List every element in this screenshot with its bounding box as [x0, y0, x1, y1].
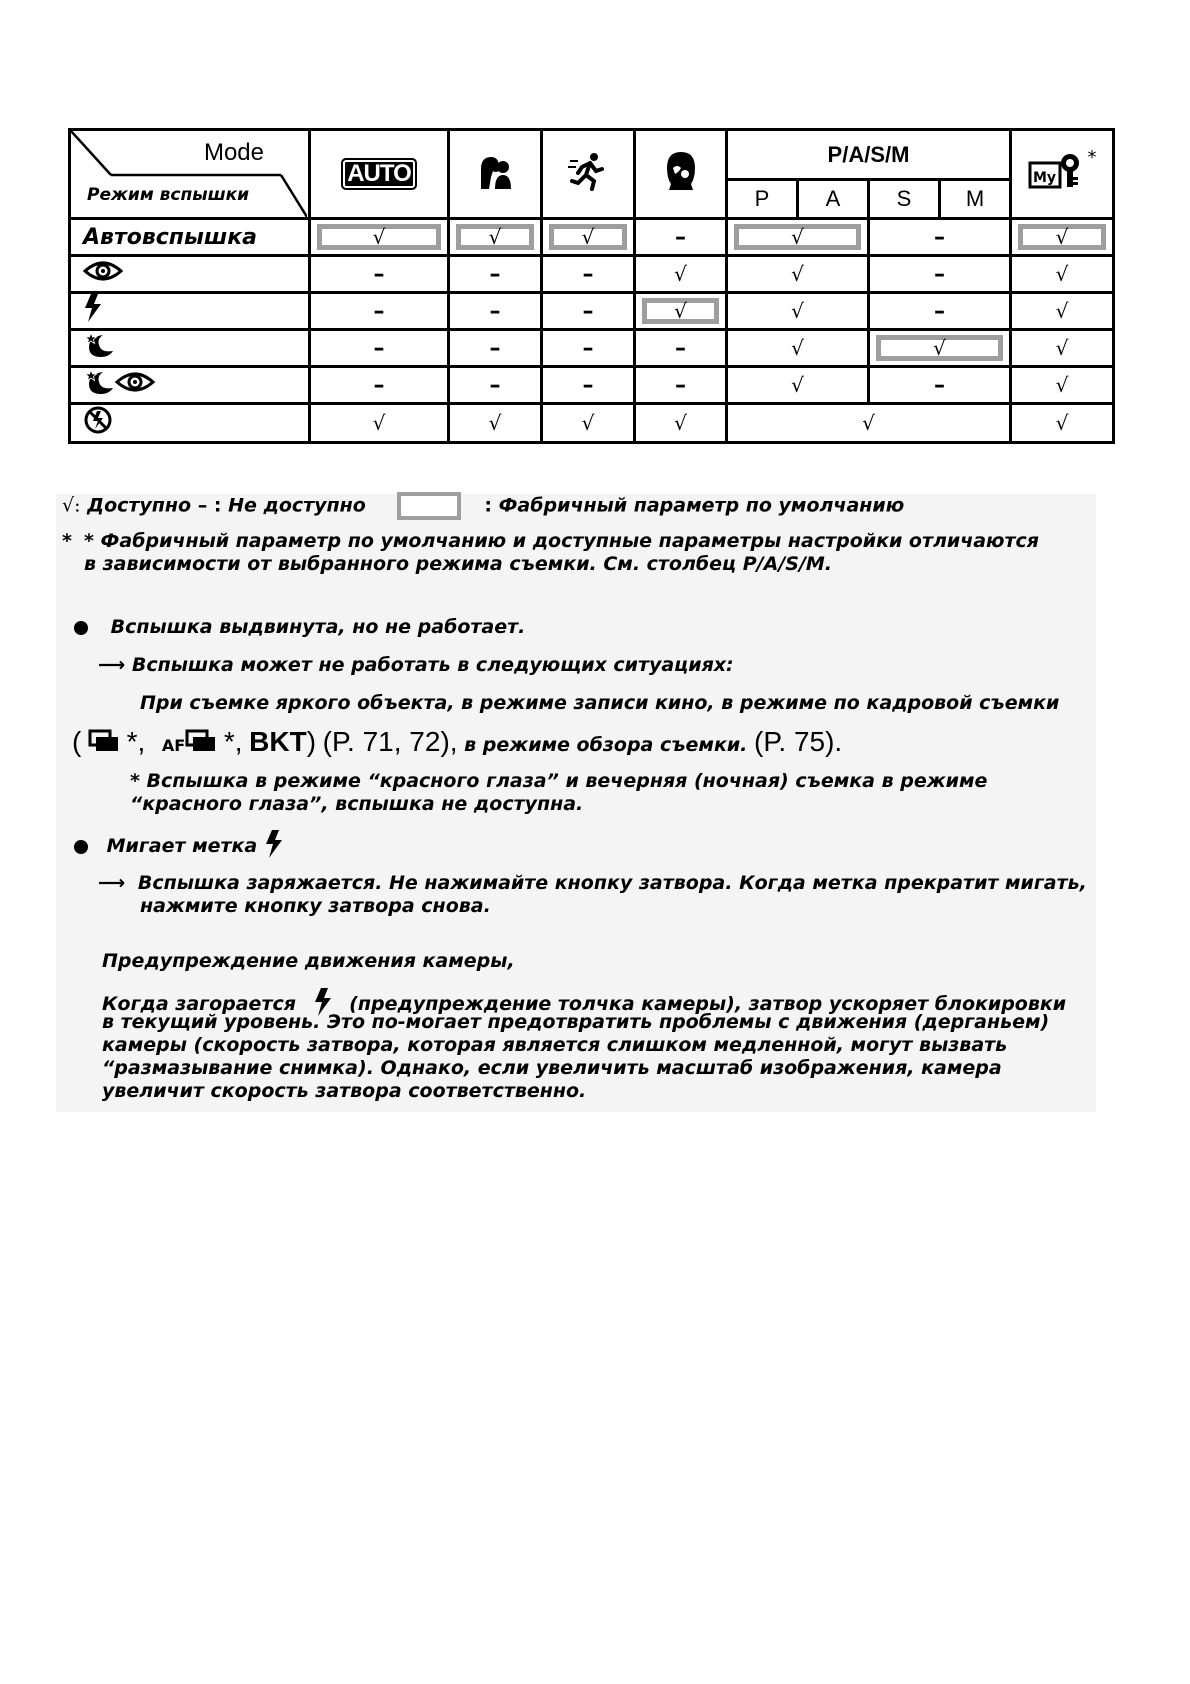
night-portrait-mode-icon [661, 150, 701, 192]
cell-value: √ [674, 299, 687, 323]
cell-value: √ [1055, 261, 1069, 286]
sport-mode-icon [568, 151, 608, 191]
row-label-slow-sync [70, 330, 310, 367]
section1-situations: При съемке яркого объекта, в режиме записи кино, в режиме по кадровой съемки [140, 692, 1060, 714]
cell-sm [869, 256, 1011, 293]
cell-value: √ [791, 335, 804, 360]
portrait-mode-icon [475, 151, 515, 191]
cell-my [1011, 219, 1114, 256]
cell-value: √ [488, 410, 502, 435]
row-label-flash-off [70, 404, 310, 443]
cell-pa [727, 293, 869, 330]
cell-auto [310, 330, 449, 367]
cell-value: – [582, 298, 594, 324]
cell-value: √ [581, 225, 595, 249]
legend [62, 492, 904, 520]
cell-value: – [489, 298, 501, 324]
cell-auto [310, 293, 449, 330]
review-page: (P. 75). [754, 726, 843, 757]
cell-value: – [934, 224, 945, 250]
cell-value: – [373, 372, 385, 398]
section1-footnote-2: “красного глаза”, вспышка не доступна. [130, 793, 584, 815]
cell-value: – [675, 335, 686, 361]
af-star: *, [223, 726, 243, 757]
sequential-shooting-icon [88, 729, 120, 753]
cell-my [1011, 330, 1114, 367]
cell-sm [869, 219, 1011, 256]
cell-value: √ [372, 410, 386, 435]
cell-value: √ [1055, 335, 1069, 360]
table-row [70, 256, 1114, 293]
seq-star: *, [126, 726, 146, 757]
cell-sm [869, 367, 1011, 404]
cell-portrait [449, 330, 542, 367]
flash-off-icon [83, 405, 113, 435]
col-night-portrait [635, 130, 727, 219]
cell-sport [542, 293, 635, 330]
section1-footnote-1: * Вспышка в режиме “красного глаза” и вечерняя (ночная) съемка в режиме [130, 770, 988, 792]
col-a: A [798, 180, 869, 219]
cell-my [1011, 367, 1114, 404]
cell-value: – [582, 335, 594, 361]
cell-value: – [489, 372, 501, 398]
legend-dash: – [197, 494, 208, 517]
my-asterisk: * [1087, 147, 1097, 168]
cell-night [635, 219, 727, 256]
section2-bullet-text: Мигает метка [106, 835, 258, 857]
table-row [70, 404, 1114, 443]
cell-auto [310, 367, 449, 404]
col-m: M [940, 180, 1011, 219]
cell-value: √ [791, 261, 804, 286]
cell-value: √ [1055, 298, 1069, 323]
cell-value: √ [1055, 372, 1069, 397]
bullet-icon [74, 840, 88, 854]
cell-value: – [582, 261, 594, 287]
cell-auto [310, 219, 449, 256]
cell-sm [869, 293, 1011, 330]
cell-value: – [373, 298, 385, 324]
cell-value: – [934, 372, 945, 398]
table-row [70, 330, 1114, 367]
flash-mark-icon [264, 830, 284, 858]
af-sequential-shooting-icon [185, 729, 217, 753]
table-row [70, 367, 1114, 404]
cell-my [1011, 404, 1114, 443]
pages-ref: (P. 71, 72), [322, 726, 458, 757]
cell-value: √ [1055, 225, 1069, 249]
legend-not-available: Не доступно [228, 494, 366, 517]
row-label-auto-flash: Автовспышка [70, 219, 310, 256]
section1-arrow [98, 654, 734, 676]
section2-arrow-line-1: Вспышка заряжается. Не нажимайте кнопку затвора. Когда метка прекратит мигать, [137, 872, 1087, 894]
my-mode-badge [1028, 147, 1097, 191]
section3-line-1b: (предупреждение толчка камеры), затвор ускоряет блокировки [349, 993, 1067, 1015]
section2-arrow [98, 872, 1087, 894]
cell-portrait [449, 367, 542, 404]
note-line-1: * Фабричный параметр по умолчанию и доступные параметры настройки отличаются [84, 530, 1040, 552]
arrow-icon: ⟶ [98, 654, 126, 676]
flash-mode-header: Режим вспышки [87, 185, 250, 205]
cell-portrait [449, 256, 542, 293]
section3-line-3: камеры (скорость затвора, которая является слишком медленной, могут вызвать [102, 1034, 1008, 1056]
section2-bullet [74, 830, 284, 858]
cell-value: √ [488, 225, 502, 249]
cell-value: √ [581, 410, 595, 435]
section3-line-2: в текущий уровень. Это по-могает предотвратить проблемы с движения (дерганьем) [102, 1011, 1050, 1033]
cell-value: √ [791, 298, 804, 323]
arrow-icon: ⟶ [98, 872, 126, 894]
cell-value: – [934, 261, 945, 287]
col-pasm-header: P/A/S/M [727, 130, 1011, 180]
table-row [70, 219, 1114, 256]
cell-auto [310, 256, 449, 293]
cell-value: – [675, 372, 686, 398]
cell-value: √ [862, 410, 875, 435]
note-line-2: в зависимости от выбранного режима съемки. См. столбец P/A/S/M. [84, 553, 833, 575]
section1-modes-line [72, 726, 842, 758]
legend-default-box [397, 492, 461, 520]
cell-pa [727, 330, 869, 367]
cell-night [635, 367, 727, 404]
cell-value: √ [933, 336, 946, 360]
cell-sport [542, 404, 635, 443]
cell-value: – [489, 261, 501, 287]
cell-sport [542, 330, 635, 367]
section3-line-5: увеличит скорость затвора соответственно. [102, 1080, 587, 1102]
cell-value: – [582, 372, 594, 398]
section1-bullet-text: Вспышка выдвинута, но не работает. [110, 616, 526, 638]
section3-line-1a: Когда загорается [102, 993, 296, 1015]
col-sport [542, 130, 635, 219]
legend-available: Доступно [87, 494, 192, 517]
section3-line-4: “размазывание снимка). Однако, если увеличить масштаб изображения, камера [102, 1057, 1002, 1079]
close-paren: ) [306, 726, 317, 757]
legend-colon: : [213, 494, 222, 517]
cell-sport [542, 256, 635, 293]
cell-value: – [934, 298, 945, 324]
row-label-slow-sync-red-eye [70, 367, 310, 404]
cell-pa [727, 219, 869, 256]
cell-value: – [489, 335, 501, 361]
bullet-icon [74, 621, 88, 635]
cell-value: √ [674, 261, 687, 286]
cell-my [1011, 293, 1114, 330]
col-portrait [449, 130, 542, 219]
cell-value: – [675, 224, 686, 250]
legend-check: √: [62, 494, 81, 517]
cell-value: √ [674, 410, 687, 435]
col-my [1011, 130, 1114, 219]
auto-mode-icon: AUTO [341, 158, 417, 190]
cell-night [635, 256, 727, 293]
note-mark: * [62, 530, 72, 552]
af-label: AF [161, 736, 186, 755]
cell-night [635, 404, 727, 443]
bkt-label: BKT [249, 726, 307, 757]
cell-my [1011, 256, 1114, 293]
legend-default-label: Фабричный параметр по умолчанию [498, 494, 905, 517]
cell-sm [869, 330, 1011, 367]
row-label-fill-flash [70, 293, 310, 330]
fill-flash-icon [83, 294, 103, 322]
cell-pa [727, 256, 869, 293]
cell-value: – [373, 335, 385, 361]
cell-pa [727, 367, 869, 404]
cell-portrait [449, 293, 542, 330]
section3-title: Предупреждение движения камеры, [102, 950, 515, 972]
svg-text:My: My [1032, 170, 1056, 186]
slow-sync-icon [83, 331, 115, 359]
table-corner-header [70, 130, 310, 219]
my-mode-icon [1028, 151, 1084, 191]
section1-arrow-text: Вспышка может не работать в следующих ситуациях: [131, 654, 734, 676]
flash-mode-table [68, 128, 1115, 444]
section1-bullet [74, 616, 525, 638]
cell-portrait [449, 219, 542, 256]
cell-value: – [373, 261, 385, 287]
cell-auto [310, 404, 449, 443]
cell-value: √ [791, 372, 804, 397]
col-auto [310, 130, 449, 219]
cell-portrait [449, 404, 542, 443]
cell-sport [542, 367, 635, 404]
row-label-red-eye [70, 256, 310, 293]
table-row [70, 293, 1114, 330]
cell-value: √ [791, 225, 804, 249]
cell-sport [542, 219, 635, 256]
open-paren: ( [72, 726, 82, 757]
legend-colon-2: : [484, 494, 492, 517]
section2-arrow-line-2: нажмите кнопку затвора снова. [140, 895, 491, 917]
col-s: S [869, 180, 940, 219]
mode-header: Mode [203, 139, 264, 166]
cell-value: √ [372, 225, 386, 249]
cell-value: √ [1055, 410, 1069, 435]
red-eye-icon [83, 259, 123, 283]
cell-night [635, 293, 727, 330]
col-p: P [727, 180, 798, 219]
cell-pasm [727, 404, 1011, 443]
cell-night [635, 330, 727, 367]
slow-sync-red-eye-icon [83, 368, 157, 396]
review-text: в режиме обзора съемки. [464, 734, 748, 756]
